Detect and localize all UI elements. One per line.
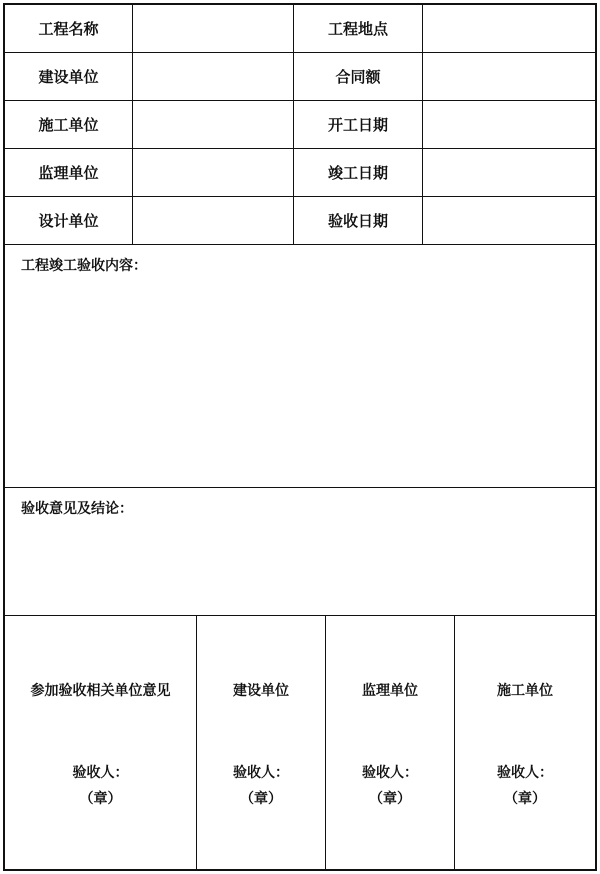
participating-units-seal: （章） (79, 791, 122, 807)
project-name-label: 工程名称 (5, 5, 133, 53)
signature-section (5, 616, 595, 869)
supervision-unit-field[interactable] (133, 149, 294, 197)
construction-unit-sign-column[interactable] (197, 616, 326, 869)
contractor-unit-field[interactable] (133, 101, 294, 149)
contract-amount-field[interactable] (423, 53, 595, 101)
start-date-label: 开工日期 (294, 101, 423, 149)
supervision-unit-inspector: 验收人： (362, 765, 418, 781)
acceptance-content-label: 工程竣工验收内容： (21, 258, 147, 274)
contractor-unit-inspector: 验收人： (497, 765, 553, 781)
participating-units-column[interactable] (5, 616, 197, 869)
acceptance-content-section[interactable] (5, 245, 595, 488)
acceptance-conclusion-label: 验收意见及结论： (21, 501, 133, 517)
completion-date-label: 竣工日期 (294, 149, 423, 197)
supervision-unit-seal: （章） (369, 791, 411, 807)
acceptance-date-field[interactable] (423, 197, 595, 245)
contractor-unit-seal: （章） (504, 791, 546, 807)
construction-unit-sign-heading: 建设单位 (233, 683, 289, 699)
project-location-label: 工程地点 (294, 5, 423, 53)
project-location-field[interactable] (423, 5, 595, 53)
design-unit-label: 设计单位 (5, 197, 133, 245)
completion-date-field[interactable] (423, 149, 595, 197)
supervision-unit-sign-heading: 监理单位 (362, 683, 418, 699)
construction-unit-seal: （章） (240, 791, 282, 807)
acceptance-form-table (3, 3, 597, 871)
contractor-unit-sign-column[interactable] (455, 616, 595, 869)
design-unit-field[interactable] (133, 197, 294, 245)
contractor-unit-label: 施工单位 (5, 101, 133, 149)
participating-units-heading: 参加验收相关单位意见 (30, 683, 171, 699)
acceptance-conclusion-section[interactable] (5, 488, 595, 616)
construction-unit-label: 建设单位 (5, 53, 133, 101)
construction-unit-inspector: 验收人： (233, 765, 289, 781)
project-info-grid (5, 5, 595, 245)
supervision-unit-sign-column[interactable] (326, 616, 455, 869)
project-name-field[interactable] (133, 5, 294, 53)
participating-units-inspector: 验收人： (72, 765, 129, 781)
contractor-unit-sign-heading: 施工单位 (497, 683, 553, 699)
start-date-field[interactable] (423, 101, 595, 149)
acceptance-date-label: 验收日期 (294, 197, 423, 245)
construction-unit-field[interactable] (133, 53, 294, 101)
supervision-unit-label: 监理单位 (5, 149, 133, 197)
contract-amount-label: 合同额 (294, 53, 423, 101)
